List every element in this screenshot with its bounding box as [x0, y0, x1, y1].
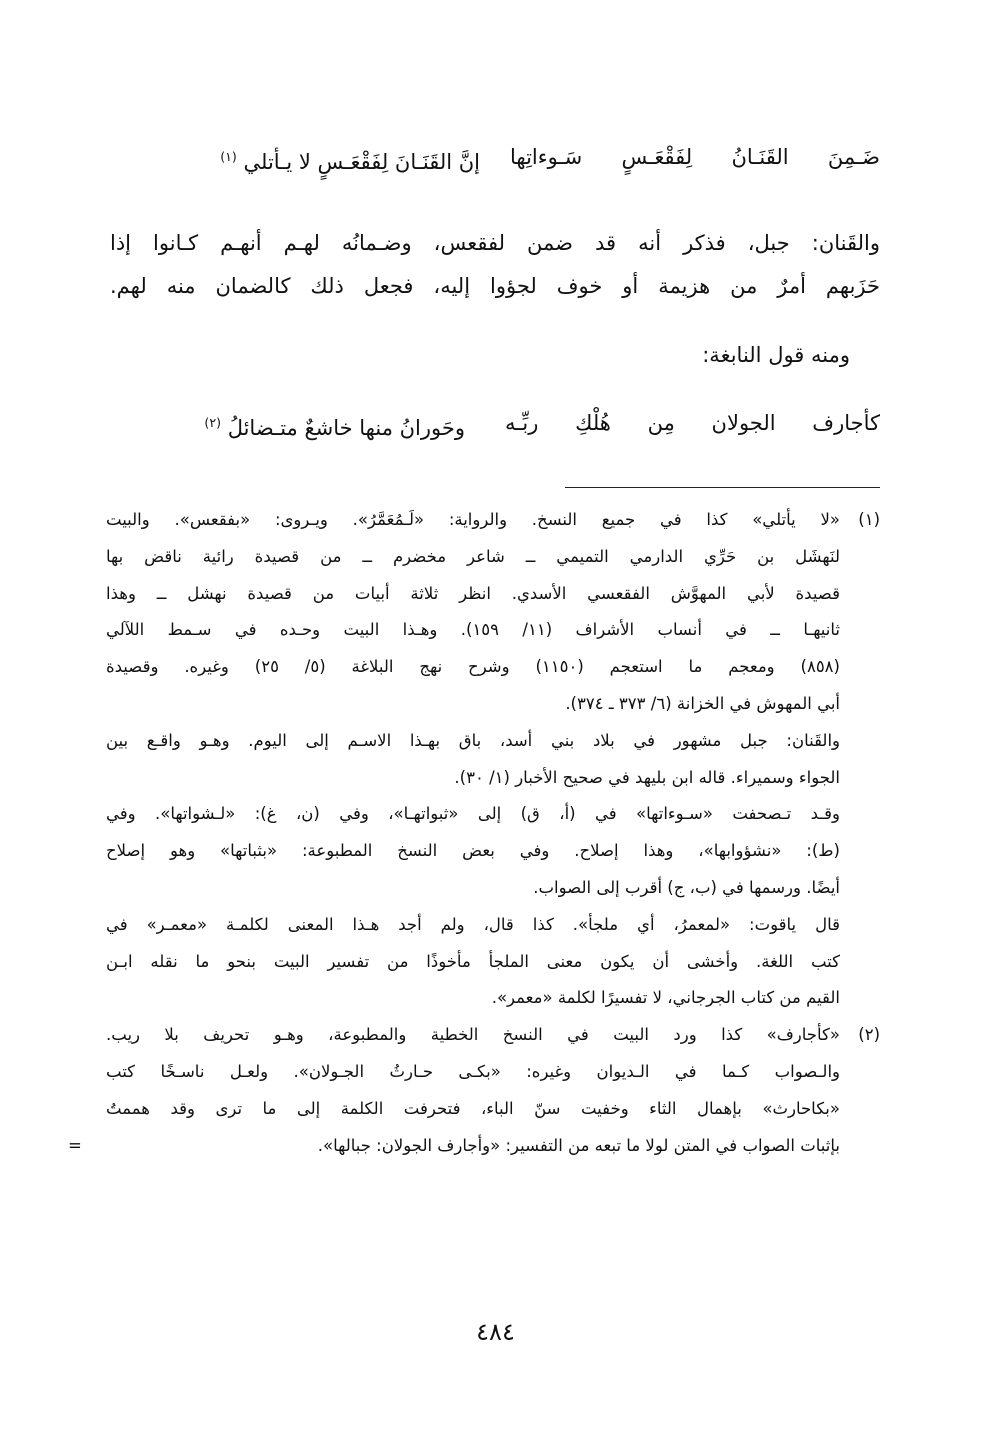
footnote-line: ثانيهـا ــ في أنساب الأشراف (١١/ ١٥٩). وهـذا البيت وحـده في سـمط اللآلي — [106, 620, 840, 640]
footnote-line: وقـد تـصحفت «سـوءاتها» في (أ، ق) إلى «ثبواتهـا»، وفي (ن، غ): «لـشواتها». وفي — [106, 804, 840, 824]
footnote-line: والقَنان: جبل مشهور في بلاد بني أسد، باق بهـذا الاسـم إلى اليوم. وهـو واقـع بين — [106, 730, 840, 750]
footnote-line: بإثبات الصواب في المتن لولا ما تبعه من التفسير: «وأجارف الجولان: جبالها». — [317, 1135, 840, 1155]
footnote-line: لنَهشَل بن حَرِّي الدارمي التميمي ــ شاعر مخضرم ــ من قصيدة رائية ناقض بها — [106, 546, 840, 566]
footnote-line: والـصواب كـما في الـديوان وغيره: «بكـى حـارثُ الجـولان». ولعـل ناسـخًا كتب — [106, 1062, 840, 1081]
footnote-line: (٨٥٨) ومعجم ما استعجم (١١٥٠) وشرح نهج البلاغة (٥/ ٢٥) وغيره. وقصيدة — [106, 657, 840, 677]
footnote-line: القيم من كتاب الجرجاني، لا تفسيرًا لكلمة «معمر». — [491, 988, 840, 1008]
footnote-line: قال ياقوت: «لمعمرُ، أي ملجأ». كذا قال، ولم أجد هـذا المعنى لكلمـة «معمـر» في — [106, 914, 840, 934]
verse-2-second-hemistich — [130, 406, 465, 445]
footnote-line: (ط): «نشؤوابها»، وهذا إصلاح. وفي بعض النسخ المطبوعة: «بثباتها» وهو إصلاح — [106, 841, 840, 861]
footnote-marker: (٢) — [858, 1025, 880, 1045]
prose-line-2: حَزَبهم أمرٌ من هزيمة أو خوف لجؤوا إليه، فجعل ذلك كالضمان منه لهم. — [110, 274, 880, 298]
prose-line-3: ومنه قول النابغة: — [702, 343, 850, 367]
verse-2-first-hemistich: كأجارف الجولان مِن هُلْكِ ربِّـه — [505, 411, 880, 435]
verse-1-second-hemistich — [110, 140, 480, 179]
prose-line-1: والقَنان: جبل، فذكر أنه قد ضمن لفقعس، وضـمانُه لهـم أنهـم كـانوا إذا — [110, 231, 880, 255]
page-number: ٤٨٤ — [476, 1318, 515, 1346]
footnote-line: الجواء وسميراء. قاله ابن بليهد في صحيح الأخبار (١/ ٣٠). — [454, 767, 840, 787]
verse-2-second-text: وحَورانُ منها خاشعٌ متـضائلُ — [227, 416, 465, 440]
footnote-ref-2[interactable]: (٢) — [204, 415, 221, 430]
footnote-marker: (١) — [858, 510, 880, 529]
continuation-mark: = — [68, 1135, 82, 1155]
footnote-line: قصيدة لأبي المهوَّش الفقعسي الأسدي. انظر ثلاثة أبيات من قصيدة نهشل ــ وهذا — [106, 583, 840, 603]
footnote-separator — [565, 487, 880, 488]
footnote-line: «كأجارف» كذا ورد البيت في النسخ الخطية والمطبوعة، وهـو تحريف بلا ريب. — [106, 1025, 840, 1045]
footnote-line: «بكاحارث» بإهمال الثاء وخفيت سنّ الباء، فتحرفت الكلمة إلى ما ترى وقد هممتُ — [106, 1098, 840, 1118]
footnote-line: أيضًا. ورسمها في (ب، ج) أقرب إلى الصواب. — [533, 878, 840, 897]
verse-1-second-text: إنَّ القَنَـانَ لِفَقْعَـسٍ لا يـأتلي — [243, 150, 480, 174]
verse-1-first-hemistich: ضَـمِنَ القَنَـانُ لِفَقْعَـسٍ سَـوءاتِها — [510, 145, 880, 169]
footnote-line: كتب اللغة. وأخشى أن يكون معنى الملجأ مأخوذًا من تفسير البيت بنحو ما نقله ابـن — [106, 951, 840, 971]
footnote-ref-1[interactable]: (١) — [220, 149, 237, 164]
footnote-line: «لا يأتلي» كذا في جميع النسخ. والرواية: «لَـمُعَمَّرُ». ويـروى: «بفقعس». والبيت — [106, 510, 840, 529]
footnote-line: أبي المهوش في الخزانة (٦/ ٣٧٣ ـ ٣٧٤). — [565, 694, 840, 713]
